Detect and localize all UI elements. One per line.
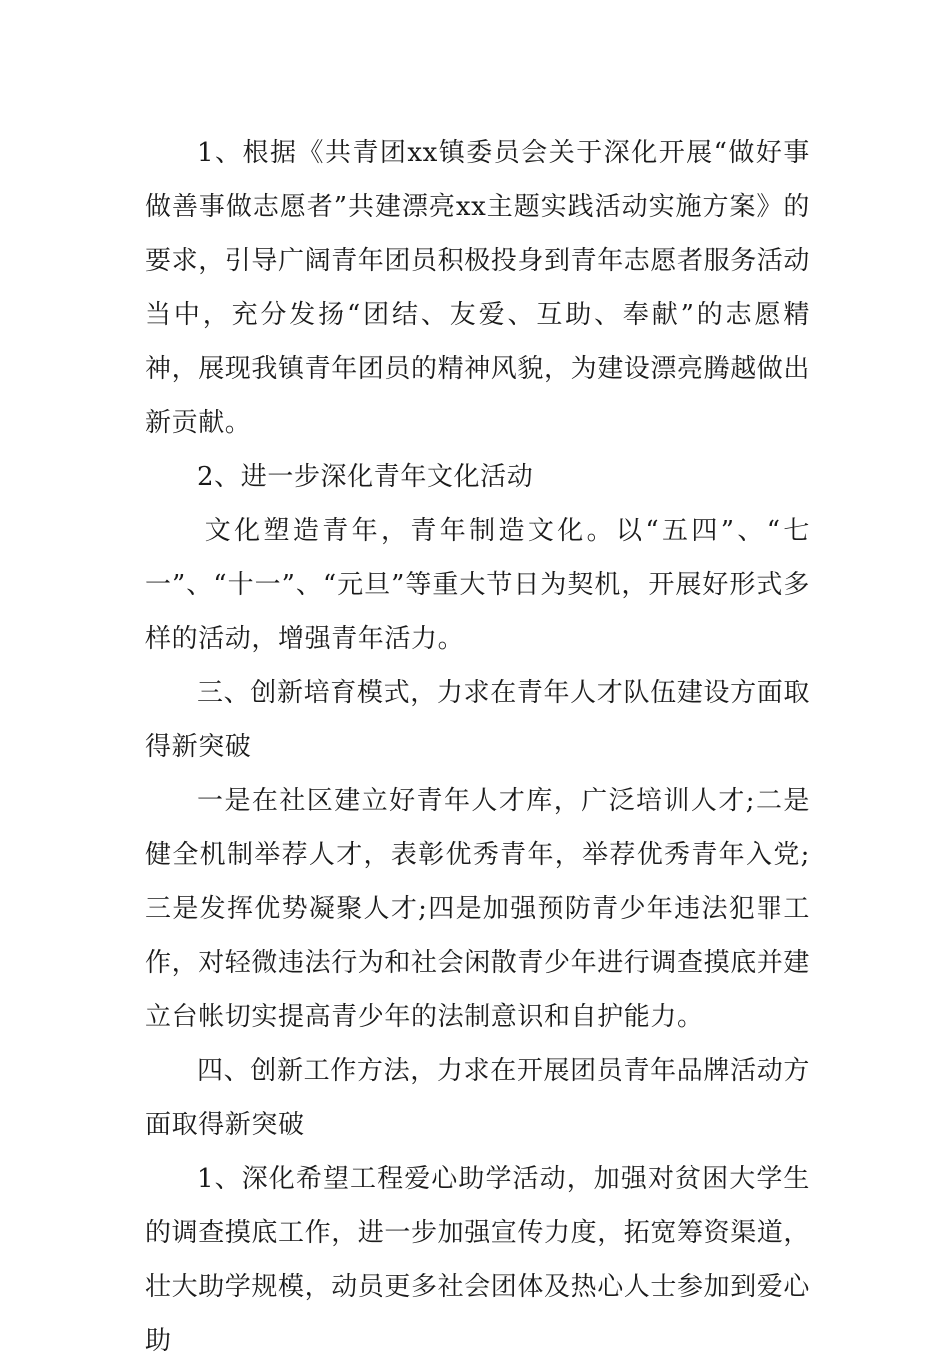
section-heading-work-methods: 四、创新工作方法，力求在开展团员青年品牌活动方面取得新突破	[145, 1056, 810, 1140]
document-body	[145, 126, 810, 1368]
paragraph-talent-measures: 一是在社区建立好青年人才库，广泛培训人才;二是健全机制举荐人才，表彰优秀青年，举荐优秀青年入党;三是发挥优势凝聚人才;四是加强预防青少年违法犯罪工作，对轻微违法行为和社会闲散青少年进行调查摸底并建立台帐切实提高青少年的法制意识和自护能力。	[145, 786, 811, 1032]
paragraph-youth-culture: 文化塑造青年，青年制造文化。以“五四”、“七一”、“十一”、“元旦”等重大节日为契机，开展好形式多样的活动，增强青年活力。	[145, 516, 810, 654]
paragraph-volunteer-activity: 1、根据《共青团xx镇委员会关于深化开展“做好事做善事做志愿者”共建漂亮xx主题实践活动实施方案》的要求，引导广阔青年团员积极投身到青年志愿者服务活动当中，充分发扬“团结、友爱、互助、奉献”的志愿精神，展现我镇青年团员的精神风貌，为建设漂亮腾越做出新贡献。	[145, 138, 811, 438]
section-heading-talent-cultivation: 三、创新培育模式，力求在青年人才队伍建设方面取得新突破	[145, 678, 810, 762]
paragraph-hope-project: 1、深化希望工程爱心助学活动，加强对贫困大学生的调查摸底工作，进一步加强宣传力度，拓宽筹资渠道，壮大助学规模，动员更多社会团体及热心人士参加到爱心助	[145, 1164, 811, 1356]
paragraph-youth-culture-heading: 2、进一步深化青年文化活动	[197, 462, 534, 492]
